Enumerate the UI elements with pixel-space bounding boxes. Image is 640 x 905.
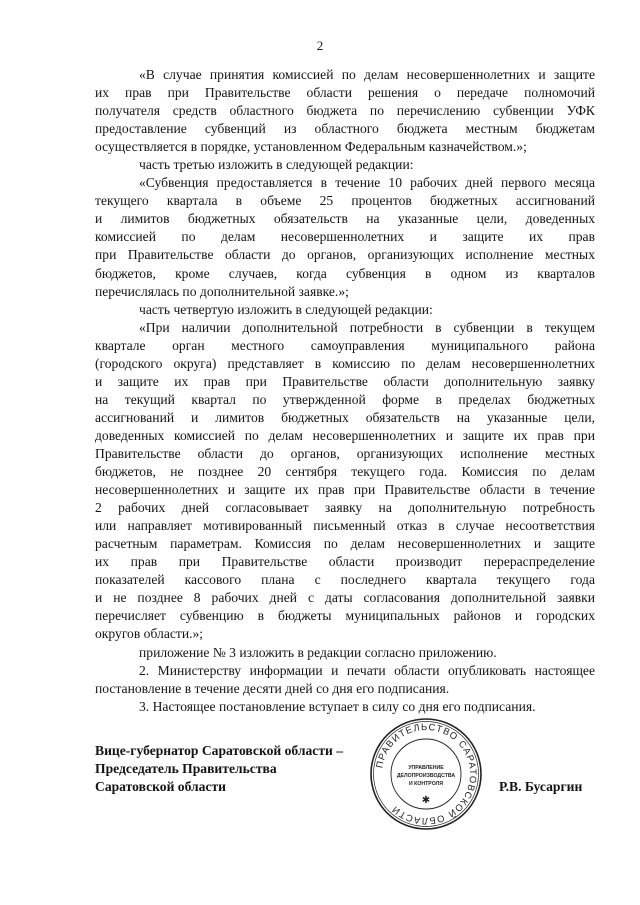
text-line: 3. Настоящее постановление вступает в силу со дня его подписания. xyxy=(139,698,536,714)
text-line: и защите их прав при Правительстве области дополнительную заявку xyxy=(95,373,595,389)
seal-ring-text: ПРАВИТЕЛЬСТВО САРАТОВСКОЙ ОБЛАСТИ xyxy=(373,720,480,828)
text-line: «В случае принятия комиссией по делам несовершеннолетних и защите xyxy=(139,67,595,82)
text-line: при Правительстве области до органов, организующих исполнение местных xyxy=(95,247,595,263)
text-line: предоставление субвенций из областного бюджета местным бюджетам xyxy=(95,121,595,137)
text-line: ассигнований и лимитов бюджетных обязательств на указанные цели, xyxy=(95,409,595,425)
signatory-title xyxy=(95,742,343,796)
text-line: их прав при Правительстве области решения о передаче полномочий xyxy=(95,85,595,101)
text-line: Правительстве области до органов, организующих исполнение местных xyxy=(95,445,595,461)
seal-center-line: УПРАВЛЕНИЕ xyxy=(408,765,444,771)
text-line: 2 рабочих дней согласовывает заявку на дополнительную потребность xyxy=(95,500,595,516)
text-line: или направляет мотивированный письменный отказ в случае несоответствия xyxy=(95,518,595,534)
seal-center-line: И КОНТРОЛЯ xyxy=(409,781,443,787)
signatory-title-line: Саратовской области xyxy=(95,779,227,794)
text-line: часть третью изложить в следующей редакции: xyxy=(139,157,414,173)
text-line: бюджетов, не позднее 20 сентября текущего года. Комиссия по делам xyxy=(95,464,595,480)
text-line: округов области.»; xyxy=(95,626,204,642)
seal-star-icon: ✱ xyxy=(421,795,431,806)
document-body xyxy=(95,66,595,716)
text-line: перечислялась по дополнительной заявке.»; xyxy=(95,283,349,299)
seal-center-line: ДЕЛОПРОИЗВОДСТВА xyxy=(396,773,456,779)
page-number: 2 xyxy=(316,38,324,53)
text-line: несовершеннолетних и защите их прав при Правительстве области в течение xyxy=(95,482,595,498)
text-line: приложение № 3 изложить в редакции согласно приложению. xyxy=(139,644,497,660)
text-line: доведенных комиссией по делам несовершеннолетних и защите их прав при xyxy=(95,427,595,443)
signatory-title-line: Председатель Правительства xyxy=(95,761,277,776)
text-line: часть четвертую изложить в следующей редакции: xyxy=(139,301,433,317)
text-line: показателей кассового плана с последнего квартала текущего года xyxy=(95,572,595,588)
text-line: комиссией по делам несовершеннолетних и защите их прав xyxy=(95,229,595,245)
text-line: «Субвенция предоставляется в течение 10 рабочих дней первого месяца xyxy=(139,175,595,191)
text-line: осуществляется в порядке, установленном Федеральным казначейством.»; xyxy=(95,139,527,155)
text-line: (городского округа) представляет в комиссию по делам несовершеннолетних xyxy=(95,355,595,371)
signatory-name: Р.В. Бусаргин xyxy=(499,779,583,794)
text-line: текущего квартала в объеме 25 процентов бюджетных ассигнований xyxy=(95,193,595,209)
text-line: квартале орган местного самоуправления муниципального района xyxy=(95,337,595,353)
text-line: расчетным параметрам. Комиссия по делам несовершеннолетних и защите xyxy=(95,536,595,552)
text-line: «При наличии дополнительной потребности в субвенции в текущем xyxy=(139,319,595,335)
text-line: перечисляет субвенцию в бюджеты муниципальных районов и городских xyxy=(95,608,595,624)
text-line: на текущий квартал по утвержденной форме в пределах бюджетных xyxy=(95,391,595,407)
text-line: бюджетов, кроме случаев, когда субвенция в одном из кварталов xyxy=(95,265,595,281)
text-line: их прав при Правительстве области производит перераспределение xyxy=(95,554,595,570)
text-line: постановление в течение десяти дней со дня его подписания. xyxy=(95,680,450,696)
text-line: получателя средств областного бюджета по перечислению субвенции УФК xyxy=(95,103,595,119)
text-line: и лимитов бюджетных обязательств на указанные цели, доведенных xyxy=(95,211,595,227)
signatory-title-line: Вице-губернатор Саратовской области – xyxy=(95,743,344,758)
text-line: 2. Министерству информации и печати области опубликовать настоящее xyxy=(139,662,595,678)
official-seal xyxy=(368,716,484,832)
text-line: и не позднее 8 рабочих дней с даты согласования дополнительной заявки xyxy=(95,590,595,606)
